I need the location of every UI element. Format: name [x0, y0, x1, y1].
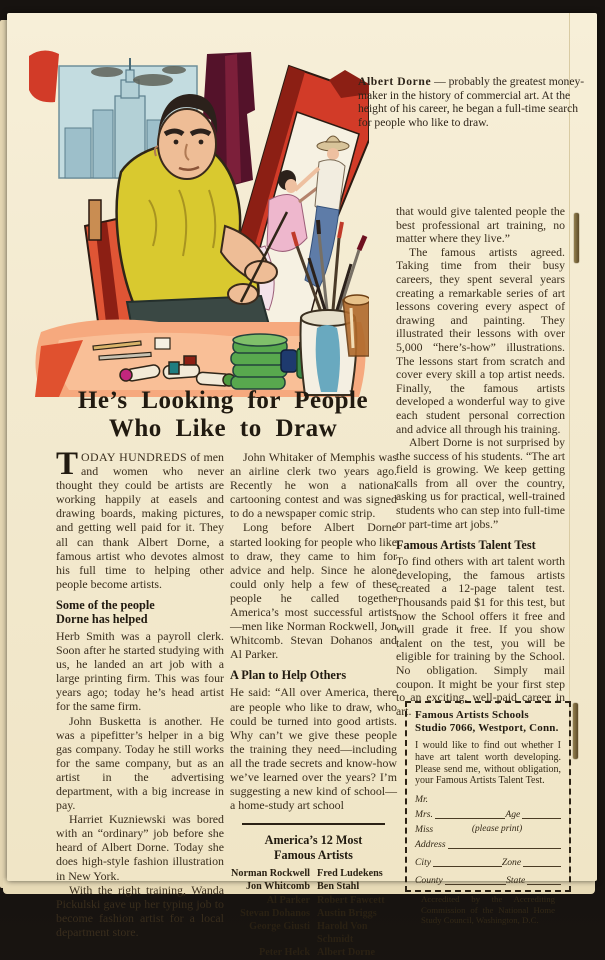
- famous-artists-box: [230, 833, 397, 959]
- paragraph: Herb Smith was a payroll clerk. Soon after he started studying with us, he landed an art job with a large printing firm. This was four years ago; today he’s head artist for the same firm.: [56, 628, 224, 714]
- headline-line-2: Who Like to Draw: [108, 415, 338, 442]
- field-miss: Miss (please print): [415, 824, 561, 835]
- paragraph: that would give talented people the best professional art training, no matter where they live.”: [396, 204, 565, 246]
- paragraph: He said: “All over America, there are people who like to draw, who could be turned into good artists. Why can’t we give these people the training they need—including all the trade secrets and know-how we’ve learned over the years? I’m suggesting a new kind of school—a home-study art school: [230, 685, 397, 813]
- field-name-age: Mrs. Age: [415, 809, 561, 820]
- albert-dorne-caption: [358, 75, 594, 129]
- field-mr: Mr.: [415, 794, 429, 806]
- comic-back-cover-page: [7, 13, 597, 959]
- intro-smallcaps: ODAY HUNDREDS: [81, 450, 188, 464]
- artist-name: George Giusti: [249, 921, 310, 933]
- paragraph: Albert Dorne is not surprised by the success of his students. “The art field is growing. We keep getting calls from all over the country, asking us for practical, well-trained students who can step into full-time or part-time art jobs.”: [396, 435, 565, 531]
- artist-name: Fred Ludekens: [317, 868, 383, 880]
- headline-line-1: He’s Looking for People: [77, 387, 369, 414]
- artist-name: Robert Fawcett: [317, 894, 385, 906]
- field-address: Address: [415, 839, 561, 850]
- artist-name: Peter Helck: [258, 947, 310, 959]
- age-blank-line: [522, 818, 561, 819]
- coupon-school-name: Famous Artists Schools Studio 7066, Westport, Conn.: [415, 709, 559, 734]
- divider-rule: [242, 823, 386, 825]
- paragraph: Harriet Kuzniewski was bored with an “ordinary” job before she heard of Albert Dorne. Today she does high-style fashion illustration in New York.: [56, 812, 224, 883]
- paint-can-stack: [231, 334, 287, 389]
- artists-box-title: America’s 12 Most Famous Artists: [264, 833, 363, 862]
- mail-in-coupon: [405, 701, 571, 925]
- field-county-state: County State: [415, 875, 561, 886]
- artist-name: Norman Rockwell: [231, 868, 310, 880]
- right-column: [396, 204, 565, 718]
- caption-lead: Albert Dorne: [358, 75, 432, 88]
- staple-top: [574, 213, 579, 263]
- staple-bottom: [573, 703, 578, 759]
- artist-name: Al Parker: [266, 894, 310, 906]
- albert-dorne-at-drawing-board-illustration: [29, 50, 369, 398]
- artist-name: Austin Briggs: [317, 907, 377, 919]
- field-city-zone: City Zone: [415, 857, 561, 868]
- artist-name: Ben Stahl: [317, 881, 360, 893]
- city-blank-line: [433, 866, 502, 867]
- paragraph: To find others with art talent worth developing, the famous artists created a 12-page talent test. Thousands paid $1 for this test, but now the School offers it free and will grade it free. If you show talent on the test, you will be eligible for training by the School. No obligation. Simply mail coupon. It might be your first step to an exciting, well-paid career in art.: [396, 554, 565, 718]
- coupon-body-text: I would like to find out whether I have art talent worth developing. Please send me, without obligation, your Famous Artists Talent Test.: [415, 740, 561, 787]
- address-blank-line: [448, 848, 561, 849]
- drop-cap: T: [56, 446, 79, 482]
- state-blank-line: [527, 884, 561, 885]
- paragraph: Long before Albert Dorne started looking for people who like to draw, they came to him for advice and help. Since he alone could only help a few of these people he called together America’s most successful artists —men like Norman Rockwell, Jon Whitcomb. Stevan Dohanos and Al Parker.: [230, 520, 397, 662]
- artist-name: Jon Whitcomb: [245, 881, 310, 893]
- artist-name: Albert Dorne: [317, 947, 375, 959]
- caption-text: — probably the greatest money-maker in the history of commercial art. At the height of his career, he began a full-time search for people who like to draw.: [358, 75, 585, 129]
- artists-name-list: [230, 867, 397, 959]
- paragraph: The famous artists agreed. Taking time from their busy careers, they spent several years creating a remarkable series of art lessons covering every aspect of drawing and painting. They illustrated their lessons with over 5,000 “here’s-how” illustrations. The lessons start from scratch and cover every skill a top artist needs. Finally, the famous artists developed a wonderful way to give each student personal correction and advice all through his training.: [396, 244, 565, 436]
- intro-text: of men and women who never thought they could be artists are working happily at easels and drawing boards, making pictures, and getting well paid for it. They all can thank Albert Dorne, a famous artist who devotes almost his full time to helping other people become artists.: [56, 450, 224, 591]
- page-title: [47, 387, 399, 443]
- subhead-people-dorne-helped: Some of the people Dorne has helped: [56, 597, 155, 626]
- middle-column: [230, 450, 397, 959]
- county-blank-line: [445, 884, 506, 885]
- name-blank-line: [435, 818, 505, 819]
- please-print-note: (please print): [471, 824, 523, 835]
- paragraph: John Whitaker of Memphis was an airline clerk two years ago. Recently he won a national cartooning contest and was signed to do a newspaper comic strip.: [230, 450, 397, 521]
- ink-bottle: [281, 350, 297, 372]
- zone-blank-line: [523, 866, 561, 867]
- artist-name: Harold Von Schmidt: [317, 921, 368, 946]
- subhead-plan-to-help-others: A Plan to Help Others: [230, 668, 347, 683]
- subhead-talent-test: Famous Artists Talent Test: [396, 538, 536, 553]
- intro-paragraph: [56, 446, 224, 591]
- paragraph: With the right training, Wanda Pickulski gave up her typing job to become fashion artist for a local department store.: [56, 882, 224, 939]
- paragraph: John Busketta is another. He was a pipefitter’s helper in a big gas company. Today he still works for the same company, but as an artist in the advertising department, with a big increase in pay.: [56, 713, 224, 813]
- accreditation-note: Accredited by the Accrediting Commission of the National Home Study Council, Washington, D.C.: [421, 894, 555, 925]
- artist-name: Stevan Dohanos: [240, 907, 310, 919]
- left-column: [56, 446, 224, 939]
